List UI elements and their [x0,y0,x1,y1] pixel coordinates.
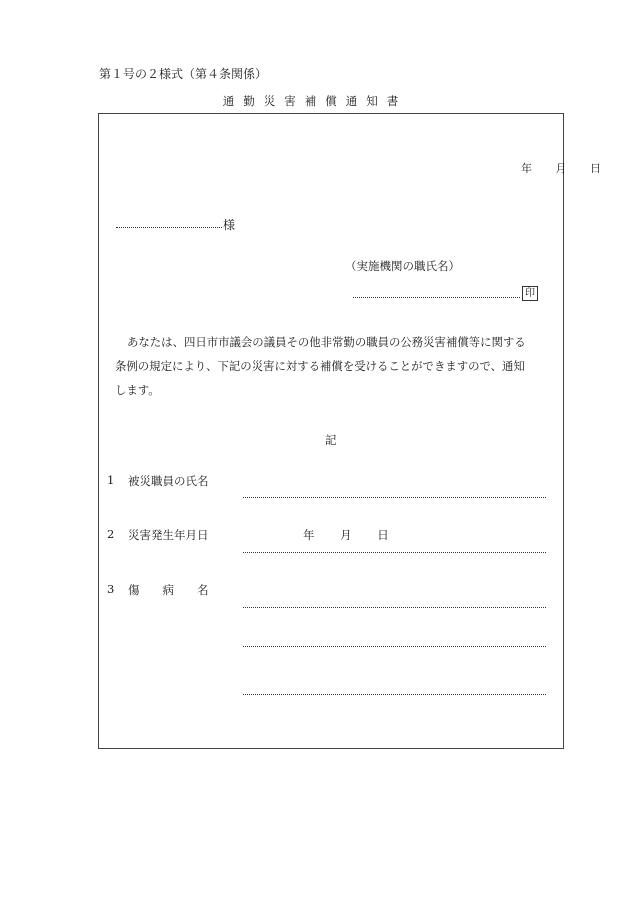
form-frame [98,113,564,749]
injury-name-line[interactable] [243,694,546,695]
body-line: します。 [115,383,160,397]
issuer-label: （実施機関の職氏名） [345,259,460,273]
item-label-accident-date: 災害発生年月日 [128,528,209,542]
addressee-name-line[interactable] [116,227,222,228]
injury-name-line[interactable] [243,607,546,608]
item-number: 1 [107,473,115,487]
item-number: 3 [107,582,115,596]
body-line: 条例の規定により、下記の災害に対する補償を受けることができますので、通知 [115,359,525,373]
notice-body [115,330,545,402]
issuer-name-line[interactable] [353,297,520,298]
body-line: あなたは、四日市市議会の議員その他非常勤の職員の公務災害補償等に関する [127,335,526,349]
injury-name-line[interactable] [243,646,546,647]
item-label-injury-name: 傷 病 名 [128,583,209,597]
ki-heading: 記 [325,433,337,447]
issue-date: 年 月 日 [521,162,601,175]
seal-mark: 印 [522,286,538,301]
addressee-suffix: 様 [223,218,236,232]
item-label-victim-name: 被災職員の氏名 [128,474,209,488]
accident-date-field: 年 月 日 [303,528,389,542]
document-title: 通勤災害補償通知書 [222,94,408,108]
item-number: 2 [107,527,115,541]
accident-date-line[interactable] [243,552,546,553]
victim-name-line[interactable] [243,497,546,498]
form-number: 第１号の２様式（第４条関係） [99,67,268,81]
